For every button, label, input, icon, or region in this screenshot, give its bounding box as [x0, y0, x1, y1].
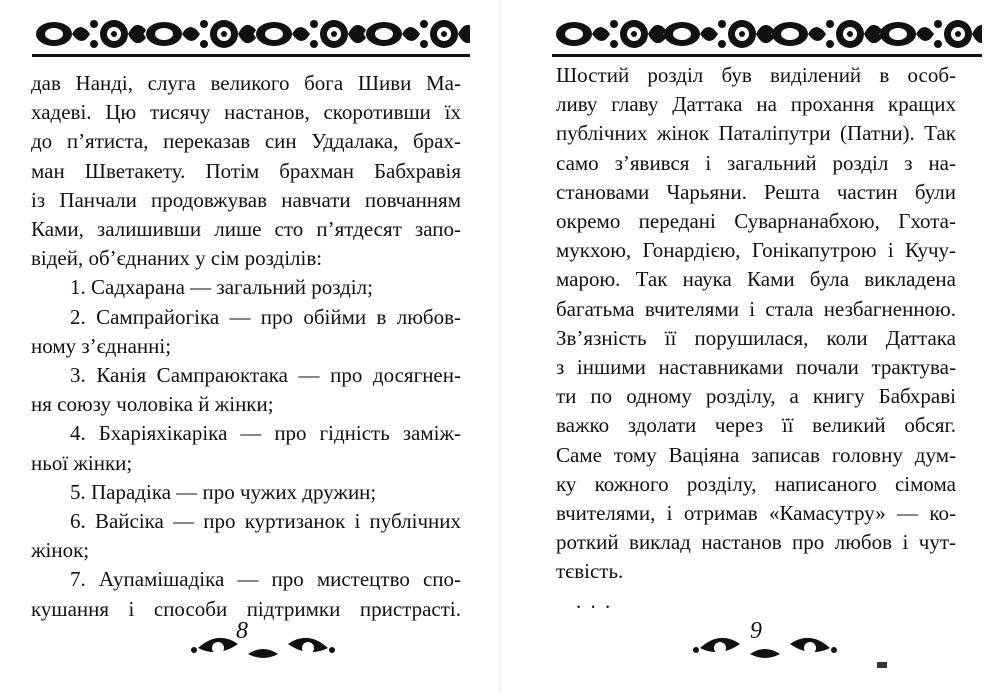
text-line: дав Нанді, слуга великого бога Шиви Ма- [31, 71, 461, 95]
right-page-text [556, 61, 956, 616]
text-line: до п’ятиста, переказав син Уддалака, брах- [31, 129, 461, 154]
text-line: ливу главу Даттака на прохання кращих [556, 92, 956, 117]
text-line: становами Чарьяни. Решта частин були [556, 179, 956, 204]
list-item: 6. Вайсіка — про куртизанок і публічних [70, 509, 461, 534]
text-line: ти по одному розділу, а книгу Бабхраві [556, 384, 956, 409]
text-line: Шостий розділ був виділений в особ- [556, 63, 956, 87]
text-line: марою. Так наука Ками була викладена [556, 267, 956, 292]
list-item: 4. Бхаріяхікаріка — про гідність заміж- [70, 421, 461, 446]
text-line: ман Шветакету. Потім брахман Бабхравія [31, 158, 461, 183]
page-number: 8 [236, 618, 248, 644]
text-line: Зв’язність її порушилася, коли Даттака [556, 325, 956, 350]
text-line: відей, об’єднаних у сім розділів: [31, 246, 323, 271]
text-line: вчителями, і отримав «Камасутру» — ко- [556, 501, 956, 526]
text-line: важко здолати через її великий обсяг. [556, 413, 956, 438]
text-line: з іншими наставниками почали трактува- [556, 355, 956, 380]
text-line: ньої жінки; [31, 450, 133, 475]
page-number: 9 [750, 618, 762, 644]
text-line: окремо передані Суварнанабхою, Гхота- [556, 209, 956, 234]
text-line: ному з’єднанні; [31, 333, 172, 358]
list-item: 1. Садхарана — загальний розділ; [70, 275, 373, 300]
list-item: 3. Канія Сампраюктака — про досягнен- [70, 363, 461, 388]
text-line: роткий виклад настанов про любов і чут- [556, 530, 956, 555]
text-line: із Панчали продовжував навчати повчанням [31, 187, 461, 212]
list-item: 2. Сампрайогіка — про обійми в любов- [70, 304, 461, 329]
text-line: кушання і способи підтримки пристрасті. [31, 596, 461, 621]
left-page [0, 0, 500, 693]
right-page [500, 0, 1001, 693]
scan-mark [877, 662, 887, 668]
list-item: 5. Парадіка — про чужих дружин; [70, 479, 377, 504]
ellipsis: . . . [576, 588, 613, 613]
text-line: ня союзу чоловіка й жінки; [31, 392, 274, 417]
floral-border-ornament-icon [32, 10, 470, 58]
text-line: Ками, залишивши лише сто п’ятдесят запо- [31, 217, 461, 242]
footer-flourish-icon [188, 624, 338, 664]
floral-border-ornament-icon [552, 10, 982, 58]
text-line: публічних жінок Паталіпутри (Патни). Так [556, 121, 956, 146]
text-line: мукхою, Гонардією, Гонікапутрою і Кучу- [556, 238, 956, 263]
text-line: тєвість. [556, 559, 624, 584]
text-line: Саме тому Ваціяна записав головну дум- [556, 442, 956, 467]
text-line: само з’явився і загальний розділ з на- [556, 150, 956, 175]
left-page-text [31, 69, 461, 624]
list-item: 7. Аупамішадіка — про мистецтво спо- [70, 567, 461, 592]
text-line: жінок; [31, 538, 90, 563]
text-line: багатьма вчителями і стала незбагненною. [556, 296, 956, 321]
text-line: хадеві. Цю тисячу настанов, скоротивши їх [31, 100, 461, 125]
text-line: ку кожного розділу, написаного сімома [556, 471, 956, 496]
